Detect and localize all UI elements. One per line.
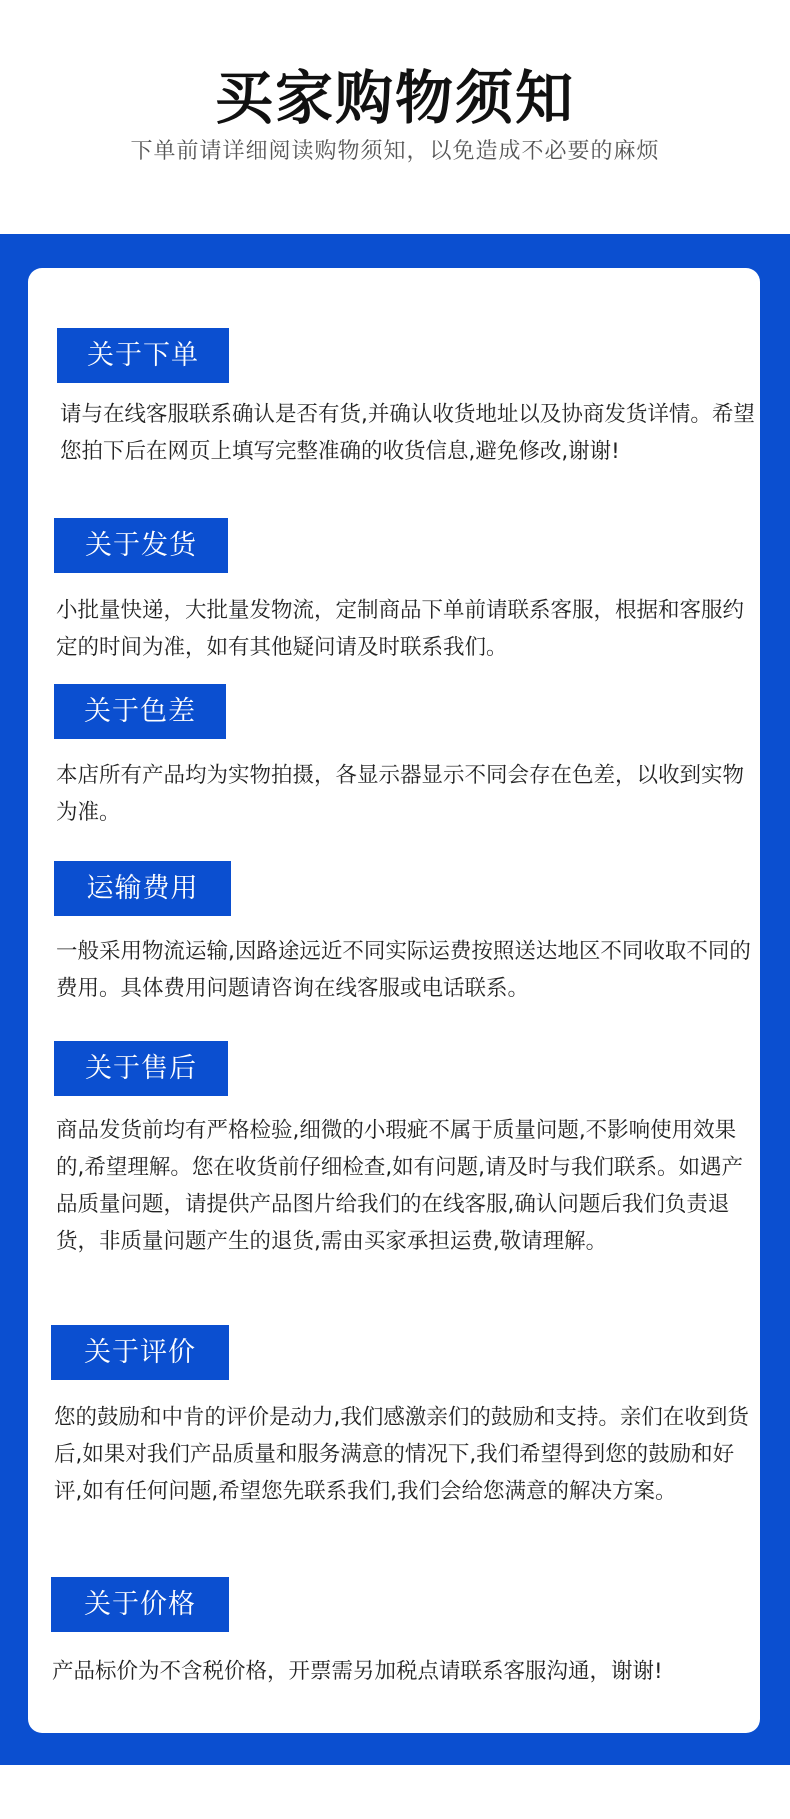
section-body-freight: 一般采用物流运输,因路途远近不同实际运费按照送达地区不同收取不同的费用。具体费用问题请咨询在线客服或电话联系。 xyxy=(56,939,751,1001)
notice-card xyxy=(28,268,760,1733)
section-body-price: 产品标价为不含税价格，开票需另加税点请联系客服沟通，谢谢! xyxy=(52,1659,663,1684)
section-body-after-sales: 商品发货前均有严格检验,细微的小瑕疵不属于质量问题,不影响使用效果的,希望理解。您在收货前仔细检查,如有问题,请及时与我们联系。如遇产品质量问题，请提供产品图片给我们的在线客服,确认问题后我们负责退货，非质量问题产生的退货,需由买家承担运费,敬请理解。 xyxy=(56,1118,744,1254)
section-heading-after-sales: 关于售后 xyxy=(54,1041,228,1096)
section-heading-order: 关于下单 xyxy=(57,328,229,383)
section-heading-color: 关于色差 xyxy=(54,684,226,739)
page-subtitle: 下单前请详细阅读购物须知，以免造成不必要的麻烦 xyxy=(130,139,660,164)
section-body-color: 本店所有产品均为实物拍摄，各显示器显示不同会存在色差，以收到实物为准。 xyxy=(56,763,745,825)
section-heading-shipping: 关于发货 xyxy=(54,518,228,573)
section-heading-reviews: 关于评价 xyxy=(51,1325,229,1380)
section-heading-freight: 运输费用 xyxy=(54,861,231,916)
page-title: 买家购物须知 xyxy=(214,64,575,132)
section-body-order: 请与在线客服联系确认是否有货,并确认收货地址以及协商发货详情。希望您拍下后在网页上填写完整准确的收货信息,避免修改,谢谢! xyxy=(60,402,755,464)
section-heading-price: 关于价格 xyxy=(51,1577,229,1632)
section-body-shipping: 小批量快递，大批量发物流，定制商品下单前请联系客服，根据和客服约定的时间为准，如有其他疑问请及时联系我们。 xyxy=(56,598,745,660)
section-body-reviews: 您的鼓励和中肯的评价是动力,我们感激亲们的鼓励和支持。亲们在收到货后,如果对我们产品质量和服务满意的情况下,我们希望得到您的鼓励和好评,如有任何问题,希望您先联系我们,我们会给您满意的解决方案。 xyxy=(54,1405,749,1504)
